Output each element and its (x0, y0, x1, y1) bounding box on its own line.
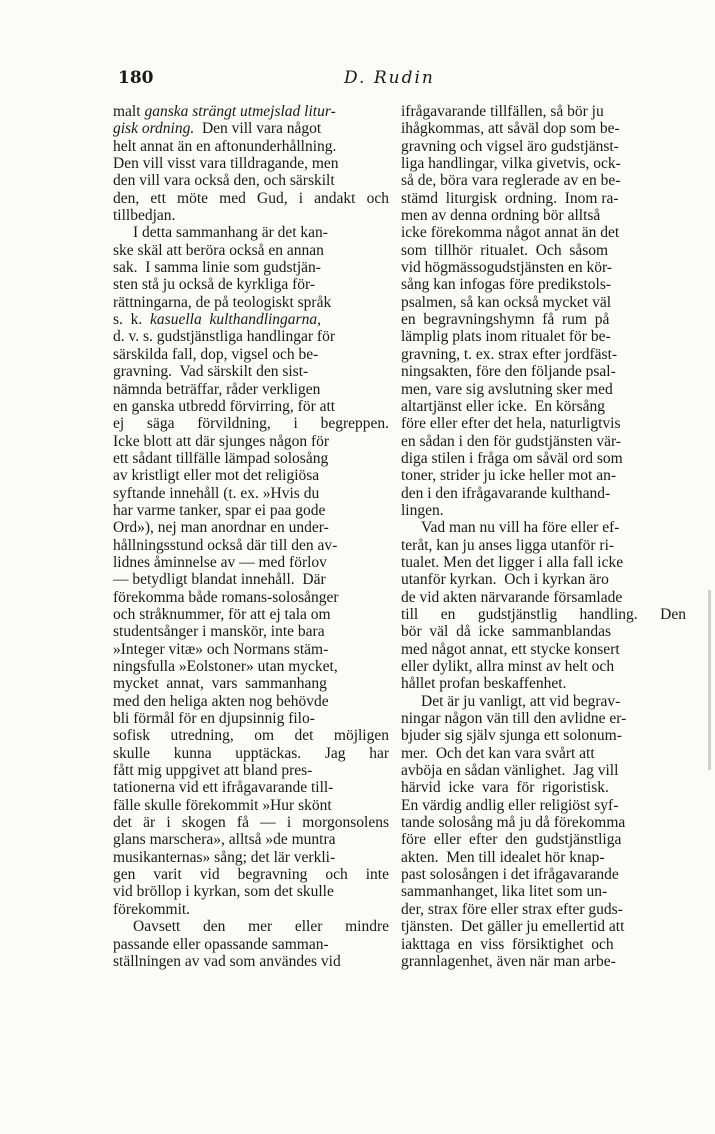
text-line: den vill vara också den, och särskilt (113, 172, 335, 190)
text-line: En värdig andlig eller religiöst syf- (401, 796, 619, 814)
text-line: till en gudstjänstlig handling. Den (401, 605, 686, 623)
text-line: men av denna ordning bör alltså (401, 207, 601, 225)
text-line: tualet. Men det ligger i alla fall icke (401, 553, 624, 571)
left-column (113, 103, 389, 970)
text-line: har varme tanker, spar ei paa gode (113, 501, 326, 519)
text-line: Den vill visst vara tilldragande, men (113, 155, 339, 173)
text-line: ställningen av vad som användes vid (113, 952, 341, 970)
text-line: iakttaga en viss försiktighet och (401, 935, 614, 953)
text-line: hållningsstund också där till den av- (113, 536, 338, 554)
text-line: syftande innehåll (t. ex. »Hvis du (113, 484, 320, 502)
text-line: ningar någon vän till den avlidne er- (401, 710, 627, 728)
text-line: ske skäl att beröra också en annan (113, 241, 324, 259)
text-line: sten stå ju också de kyrkliga för- (113, 276, 315, 294)
page-number: 180 (118, 68, 154, 88)
text-line: studentsånger i manskör, inte bara (113, 623, 325, 641)
paragraph-first-line: Oavsett den mer eller mindre (133, 918, 389, 936)
text-line: sofisk utredning, om det möjligen (113, 727, 389, 745)
italic-phrase: gisk ordning. (113, 120, 195, 138)
text-line: vid bröllop i kyrkan, som det skulle (113, 883, 334, 901)
text-line: sak. I samma linie som gudstjän- (113, 259, 321, 277)
text-line: före eller efter den gudstjänstliga (401, 831, 622, 849)
text-line: före eller efter det hela, naturligtvis (401, 415, 621, 433)
text-line: tationerna vid ett ifrågavarande till- (113, 779, 334, 797)
text-line: gen varit vid begravning och inte (113, 866, 389, 884)
text-line: särskilda fall, dop, vigsel och be- (113, 345, 319, 363)
text-line: gravning, t. ex. strax efter jordfäst- (401, 345, 618, 363)
text-line: lingen. (401, 501, 444, 519)
text-line: d. v. s. gudstjänstliga handlingar för (113, 328, 335, 346)
text-line: diga stilen i fråga om såväl ord som (401, 449, 623, 467)
text-line: stämd liturgisk ordning. Inom ra- (401, 189, 619, 207)
text-line: Icke blott att där sjunges någon för (113, 432, 330, 450)
text-line: altartjänst eller icke. En körsång (401, 397, 606, 415)
text-line (113, 120, 389, 137)
text-line: helt annat än en aftonunderhållning. (113, 137, 337, 155)
text-line: eller dylikt, allra minst av helt och (401, 658, 615, 675)
text-line: ej säga förvildning, i begreppen. (113, 415, 389, 433)
text-line: past solosången i det ifrågavarande (401, 866, 619, 884)
text-line: akten. Men till idealet hör knap- (401, 848, 605, 866)
text-line: Ord»), nej man anordnar en under- (113, 519, 329, 537)
text-line: den, ett möte med Gud, i andakt och (113, 189, 389, 207)
text-line: de vid akten närvarande församlade (401, 588, 623, 606)
text-line: sång kan infogas före predikstols- (401, 276, 612, 294)
text-line: ifrågavarande tillfällen, så bör ju (401, 103, 604, 120)
running-head: D. Rudin (344, 68, 435, 88)
text-line: musikanternas» sång; det lär verkli- (113, 848, 336, 866)
text-segment: Den vill vara något (194, 120, 322, 138)
text-line: med något annat, ett stycke konsert (401, 640, 620, 658)
text-line (113, 103, 389, 120)
text-line: tande solosång må ju då förekomma (401, 814, 626, 832)
text-line: förekomma både romans-solosånger (113, 588, 339, 606)
paragraph-first-line: Det är ju vanligt, att vid begrav- (421, 692, 621, 710)
text-line: — betydligt blandat innehåll. Där (113, 571, 326, 589)
text-line: lidnes åminnelse av — med förlov (113, 553, 327, 571)
text-line: mycket annat, vars sammanhang (113, 675, 327, 693)
paragraph-first-line: Vad man nu vill ha före eller ef- (421, 519, 620, 537)
text-line: icke förekomma något annat än det (401, 224, 620, 242)
text-line: utanför kyrkan. Och i kyrkan äro (401, 571, 609, 589)
text-line: av kristligt eller mot det religiösa (113, 467, 320, 485)
text-line (113, 311, 389, 328)
text-line: gravning och vigsel äro gudstjänst- (401, 137, 619, 155)
text-line: en ganska utbredd förvirring, för att (113, 397, 336, 415)
right-column (401, 103, 686, 970)
text-line: gravning. Vad särskilt den sist- (113, 363, 309, 381)
italic-phrase: kasuella kulthandlingarna, (150, 311, 321, 329)
text-line: tillbedjan. (113, 207, 176, 225)
text-line: men, vare sig avslutning sker med (401, 380, 613, 398)
text-line: bjuder sig själv sjunga ett solonum- (401, 727, 622, 745)
text-segment: malt (113, 103, 145, 120)
text-line: tjänsten. Det gäller ju emellertid att (401, 918, 625, 936)
text-line: »Integer vitæ» och Normans stäm- (113, 640, 329, 658)
text-line: ett sådant tillfälle lämpad solosång (113, 449, 329, 467)
text-line: som tillhör ritualet. Och såsom (401, 241, 609, 259)
text-line: med den heliga akten nog behövde (113, 692, 329, 710)
paragraph-first-line: I detta sammanhang är det kan- (133, 224, 328, 242)
text-line: bör väl då icke sammanblandas (401, 623, 612, 641)
text-line: härvid icke vara för rigoristisk. (401, 779, 609, 797)
text-line: passande eller opassande samman- (113, 935, 329, 953)
text-line: glans marschera», alltså »de muntra (113, 831, 336, 849)
text-line: rättningarna, de på teologiskt språk (113, 293, 332, 311)
text-line: så de, böra vara reglerade av en be- (401, 172, 621, 190)
text-line: ningsfulla »Eolstoner» utan mycket, (113, 658, 338, 675)
italic-phrase: ganska strängt utmejslad litur- (144, 103, 336, 120)
text-line: ningsakten, före den följande psal- (401, 363, 616, 381)
text-segment: s. k. (113, 311, 151, 329)
text-line: en sådan i den för gudstjänsten vär- (401, 432, 622, 450)
text-line: sammanhanget, lika litet som un- (401, 883, 608, 901)
text-line: fälle skulle förekommit »Hur skönt (113, 796, 332, 814)
text-line: den i den ifrågavarande kulthand- (401, 484, 611, 502)
text-line: avböja en sådan vänlighet. Jag vill (401, 762, 619, 780)
text-line: grannlagenhet, även när man arbe- (401, 952, 616, 970)
text-line: förekommit. (113, 900, 191, 918)
text-line: toner, strider ju icke heller mot an- (401, 467, 617, 485)
text-line: lämplig plats inom ritualet för be- (401, 328, 611, 346)
text-line: bli förmål för en djupsinnig filo- (113, 710, 315, 728)
text-line: mer. Och det kan vara svårt att (401, 744, 595, 762)
text-line: psalmen, så kan också mycket väl (401, 293, 612, 311)
text-line: nämnda beträffar, råder verkligen (113, 380, 321, 398)
text-line: liga handlingar, vilka givetvis, ock- (401, 155, 621, 173)
page-edge-shadow (708, 590, 711, 770)
text-line: vid högmässogudstjänsten en kör- (401, 259, 613, 277)
text-line: ihågkommas, att såväl dop som be- (401, 120, 620, 138)
text-line: en begravningshymn få rum på (401, 311, 610, 329)
text-line: fått mig uppgivet att bland pres- (113, 762, 313, 780)
text-line: det är i skogen få — i morgonsolens (113, 814, 389, 832)
text-line: skulle kunna upptäckas. Jag har (113, 744, 389, 762)
text-line: der, strax före eller strax efter guds- (401, 900, 623, 918)
text-line: teråt, kan ju anses ligga utanför ri- (401, 536, 615, 554)
text-line: och stråknummer, för att ej tala om (113, 605, 331, 623)
page-header (112, 62, 690, 92)
text-line: hållet profan beskaffenhet. (401, 675, 567, 693)
